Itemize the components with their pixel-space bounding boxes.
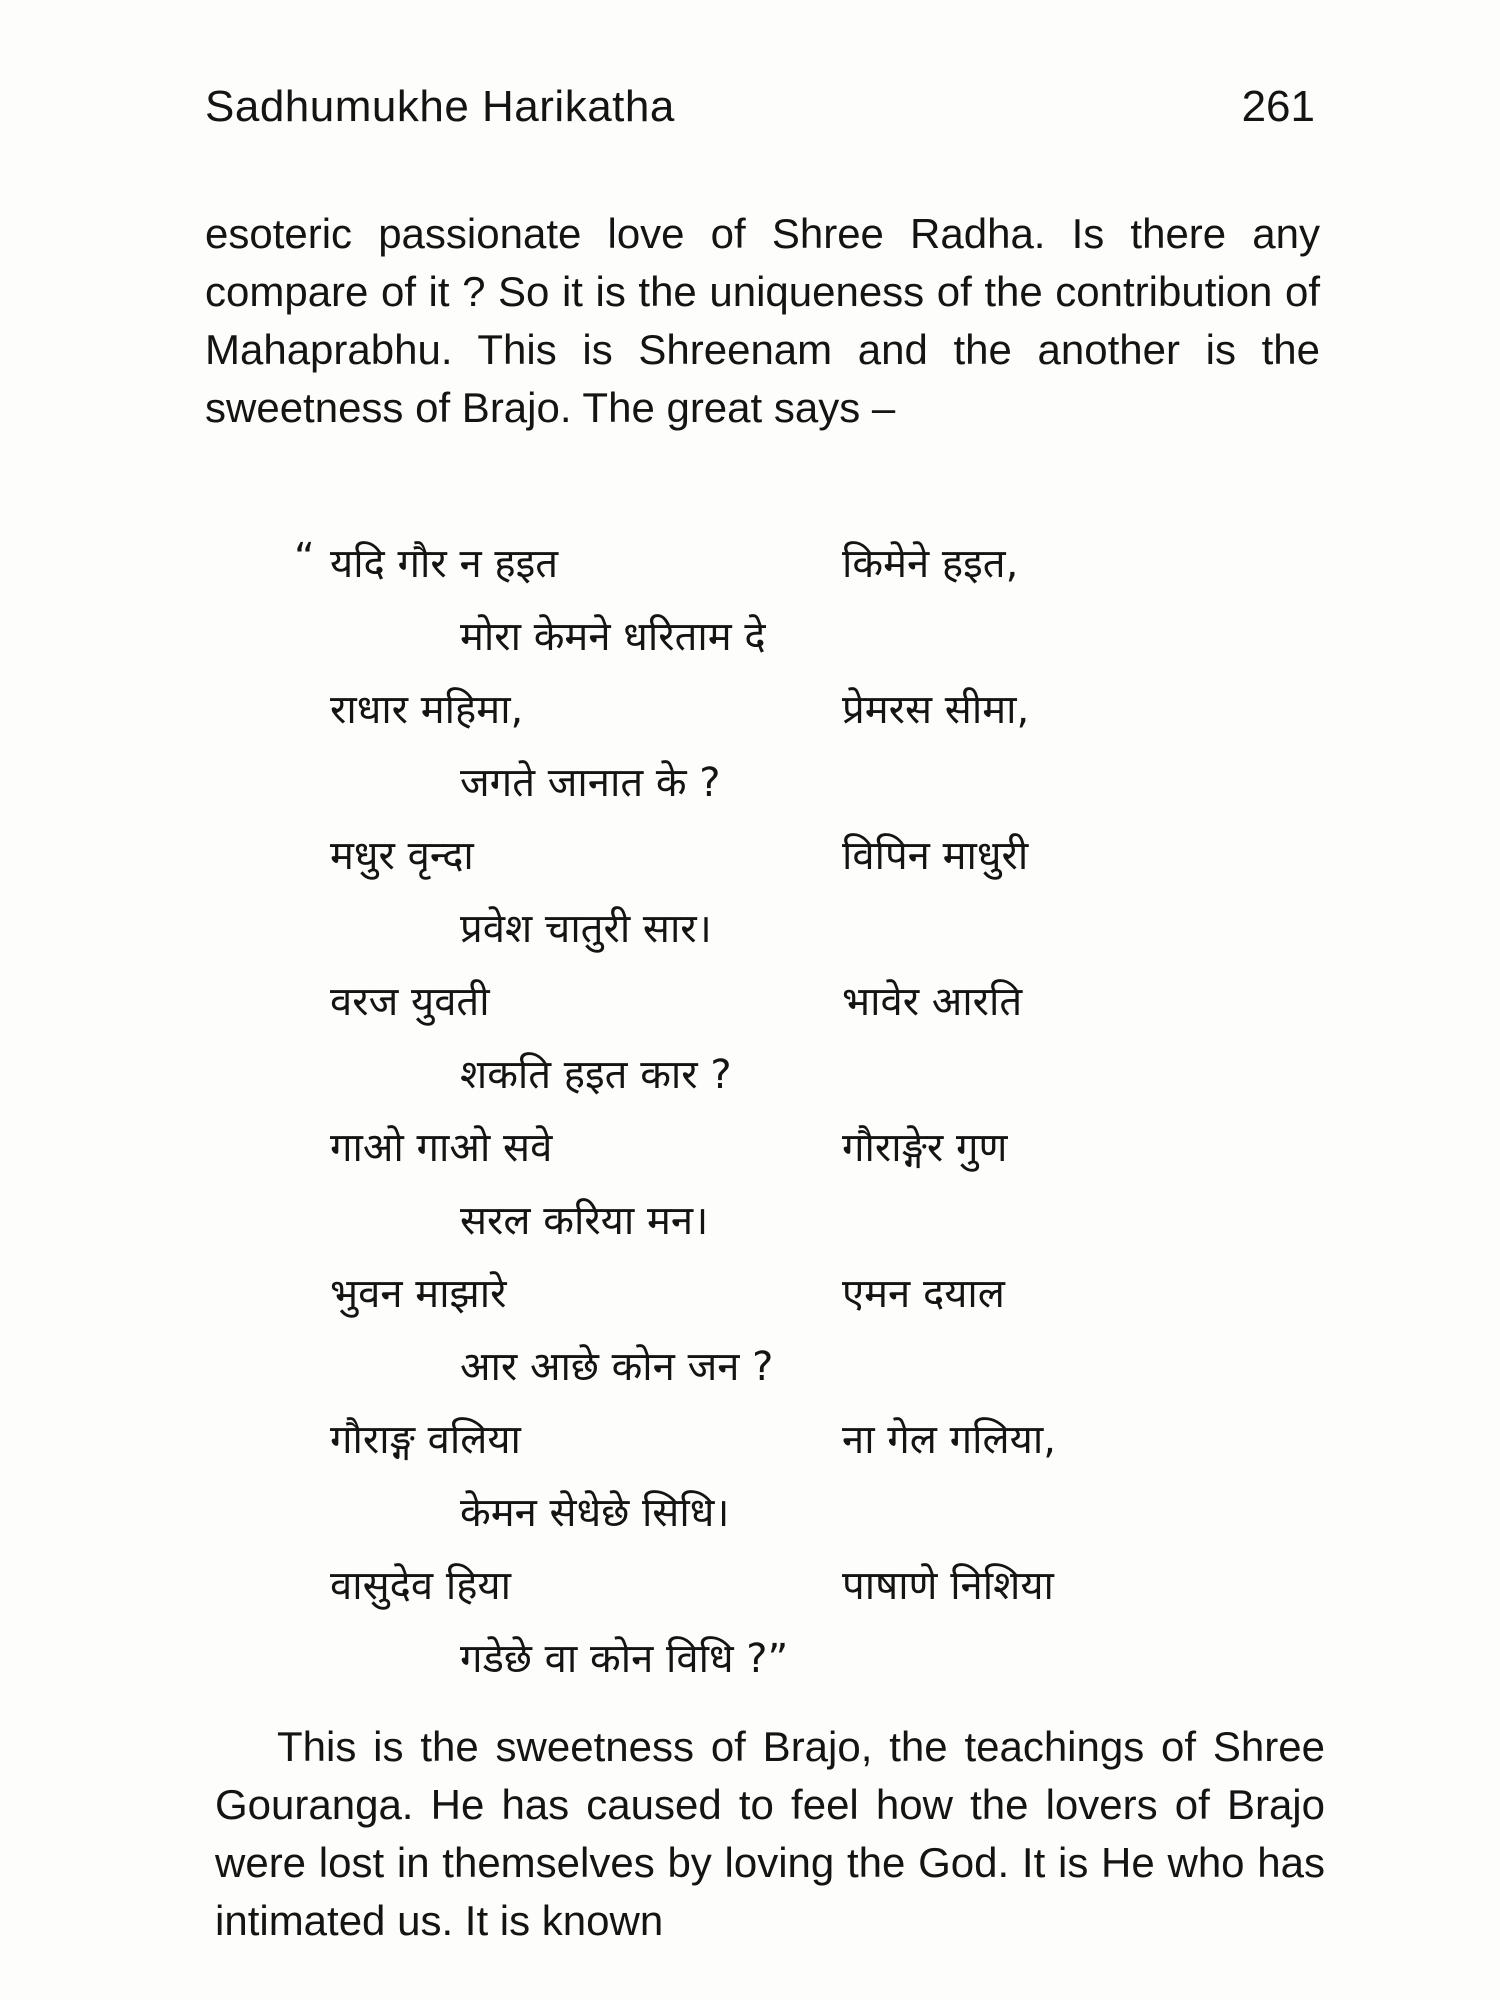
verse-line-7 — [330, 966, 1230, 1039]
verse-line-15 — [330, 1550, 1230, 1623]
verse-line-14 — [330, 1477, 1230, 1550]
verse-left-text: वरज युवती — [330, 979, 490, 1025]
verse-left-text: गाओ गाओ सवे — [330, 1125, 553, 1171]
verse-indented-text: शकति हइत कार ? — [460, 1052, 732, 1098]
running-title: Sadhumukhe Harikatha — [205, 82, 675, 131]
verse-line-6 — [330, 893, 1230, 966]
verse-line-3 — [330, 674, 1230, 747]
verse-indented-text: प्रवेश चातुरी सार। — [460, 906, 712, 952]
verse-line-12 — [330, 1331, 1230, 1404]
verse-right-text: गौराङ्गेर गुण — [842, 1125, 1008, 1171]
verse-line-5 — [330, 820, 1230, 893]
verse-indented-text: केमन सेधेछे सिधि। — [460, 1490, 730, 1536]
verse-right-text: भावेर आरति — [842, 979, 1023, 1025]
body-paragraph-1: esoteric passionate love of Shree Radha. Is there any compare of it ? So it is the uniqueness of the contribution of Mahaprabhu. This is Shreenam and the another is the sweetness of Brajo. The great says – — [205, 210, 1320, 431]
verse-line-4 — [330, 747, 1230, 820]
verse-line-13 — [330, 1404, 1230, 1477]
verse-right-text: प्रेमरस सीमा, — [842, 687, 1030, 733]
verse-line-11 — [330, 1258, 1230, 1331]
verse-right-text: पाषाणे निशिया — [842, 1563, 1054, 1609]
verse-left-text: भुवन माझारे — [330, 1271, 507, 1317]
verse-line-9 — [330, 1112, 1230, 1185]
verse-indented-text: जगते जानात के ? — [460, 760, 721, 806]
verse-line-1 — [294, 528, 1230, 601]
verse-line-16 — [330, 1623, 1230, 1696]
verse-indented-text: आर आछे कोन जन ? — [460, 1344, 774, 1390]
verse-line-10 — [330, 1185, 1230, 1258]
page-number: 261 — [1241, 82, 1315, 131]
verse-left-text: वासुदेव हिया — [330, 1563, 511, 1609]
verse-indented-text: गडेछे वा कोन विधि ?” — [460, 1636, 789, 1682]
verse-right-text: विपिन माधुरी — [842, 833, 1029, 879]
verse-left-text: यदि गौर न हइत — [330, 541, 559, 587]
verse-line-8 — [330, 1039, 1230, 1112]
verse-left-text: मधुर वृन्दा — [330, 833, 474, 879]
verse-right-text: एमन दयाल — [842, 1271, 1005, 1317]
body-paragraph-2: This is the sweetness of Brajo, the teachings of Shree Gouranga. He has caused to feel how the lovers of Brajo were lost in themselves by loving the God. It is He who has intimated us. It is known — [215, 1723, 1325, 1944]
page-header — [205, 82, 1315, 142]
verse-left-text: राधार महिमा, — [330, 687, 524, 733]
verse-indented-text: सरल करिया मन। — [460, 1198, 709, 1244]
verse-left-text: गौराङ्ग वलिया — [330, 1417, 521, 1463]
hindi-verse — [294, 528, 1230, 1696]
verse-right-text: ना गेल गलिया, — [842, 1417, 1056, 1463]
verse-right-text: किमेने हइत, — [842, 541, 1019, 587]
open-quote: “ — [294, 535, 315, 581]
verse-indented-text: मोरा केमने धरिताम दे — [460, 614, 766, 660]
verse-line-2 — [330, 601, 1230, 674]
